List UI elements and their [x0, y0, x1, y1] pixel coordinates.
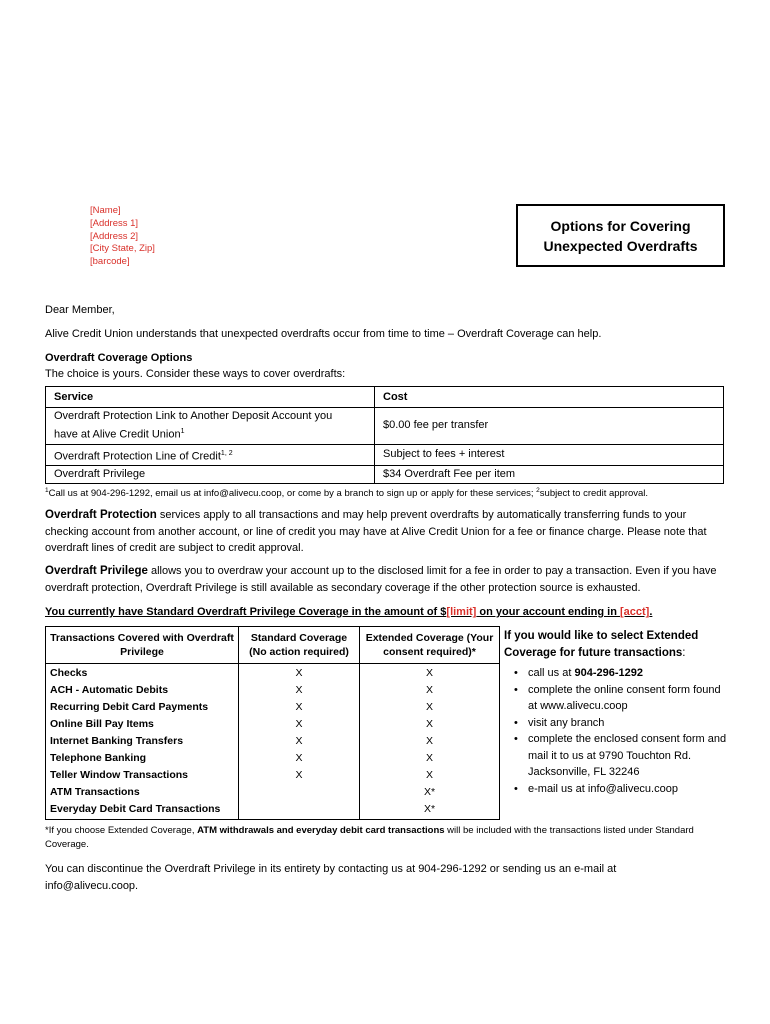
discontinue-paragraph: You can discontinue the Overdraft Privilege in its entirety by contacting us at 904-296-1292 or sending us an e-mail at info@alivecu.coop.	[45, 863, 617, 892]
protection-term: Overdraft Protection	[45, 509, 157, 521]
options-subheading: The choice is yours. Consider these ways to cover overdrafts:	[45, 368, 346, 380]
coverage-mark: X	[295, 684, 303, 696]
protection-text: services apply to all transactions and may help prevent overdrafts by automatically transferring funds to your checking account from another account, or line of credit you may have at Alive Credit Union for a fee or finance charge. Please note that overdraft lines of credit are subject to credit approval.	[45, 509, 707, 554]
list-item: • call us at 904-296-1292	[528, 665, 728, 682]
coverage-mark: X	[295, 752, 303, 764]
document-title-box	[516, 204, 725, 267]
service-cell: Overdraft Protection Line of Credit$^{1, 2}$	[46, 444, 375, 466]
list-item: • complete the enclosed consent form and mail it to us at 9790 Touchton Rd. Jacksonville, FL 32246	[528, 731, 728, 781]
coverage-mark	[243, 801, 355, 818]
recipient-barcode: [barcode]	[90, 256, 130, 268]
standard-coverage-notice: You currently have Standard Overdraft Privilege Coverage in the amount of $[limit] on your account ending in [acct].	[45, 606, 653, 618]
coverage-mark: X	[425, 752, 433, 764]
coverage-mark: X	[295, 701, 303, 713]
privilege-text: allows you to overdraw your account up to the disclosed limit for a fee in order to pay a transaction. Even if you have overdraft protection, Overdraft Privilege is still available as secondary coverage if the other protection source is exhausted.	[45, 565, 717, 594]
list-item: Checks	[50, 667, 88, 679]
cost-cell: Subject to fees + interest	[375, 444, 724, 466]
coverage-mark: X	[295, 667, 303, 679]
options-heading: Overdraft Coverage Options	[45, 352, 193, 364]
cost-cell: $0.00 fee per transfer	[375, 408, 724, 445]
extended-options-heading: If you would like to select Extended Coverage for future transactions:	[504, 630, 699, 659]
coverage-mark: X	[295, 718, 303, 730]
table-row	[46, 444, 724, 466]
extended-options-list	[504, 665, 728, 797]
service-footnote: $^1$Call us at 904-296-1292, email us at info@alivecu.coop, or come by a branch to sign up or apply for these services; $^2$subject to credit approval.	[45, 487, 649, 500]
document-title-line2: Unexpected Overdrafts	[543, 237, 698, 254]
standard-coverage-header: Standard Coverage (No action required)	[239, 627, 360, 664]
service-cost-table	[45, 386, 724, 484]
recipient-address	[90, 205, 155, 269]
service-cell: Overdraft Privilege	[46, 466, 375, 484]
recipient-name: [Name]	[90, 205, 121, 216]
protection-paragraph	[45, 507, 727, 557]
table-row	[46, 466, 724, 484]
standard-marks	[239, 664, 360, 820]
list-item: Teller Window Transactions	[50, 769, 188, 781]
service-cell: Overdraft Protection Link to Another Deposit Account you have at Alive Credit Union$^1$	[46, 408, 375, 445]
greeting: Dear Member,	[45, 304, 115, 316]
coverage-mark: X	[425, 735, 433, 747]
service-table-header	[46, 387, 724, 408]
transactions-header: Transactions Covered with Overdraft Privilege	[46, 627, 239, 664]
list-item: Internet Banking Transfers	[50, 735, 184, 747]
coverage-table-body	[46, 664, 500, 820]
list-item: • visit any branch	[528, 715, 728, 732]
extended-marks	[360, 664, 500, 820]
coverage-mark: X	[295, 769, 303, 781]
coverage-mark: X	[425, 667, 433, 679]
recipient-address-line2: [Address 2]	[90, 230, 139, 242]
coverage-mark: X*	[423, 803, 436, 815]
account-placeholder: [acct]	[619, 606, 650, 618]
coverage-table-header	[46, 627, 500, 664]
intro-text: Alive Credit Union understands that unexpected overdrafts occur from time to time – Overdraft Coverage can help.	[45, 328, 602, 340]
coverage-mark: X*	[423, 786, 436, 798]
coverage-mark	[243, 784, 355, 801]
transaction-labels	[46, 664, 239, 820]
list-item: Telephone Banking	[50, 752, 147, 764]
coverage-mark: X	[425, 684, 433, 696]
list-item: • complete the online consent form found at www.alivecu.coop	[528, 682, 728, 715]
limit-placeholder: [limit]	[446, 606, 477, 618]
list-item: Everyday Debit Card Transactions	[50, 803, 221, 815]
document-title-line1: Options for Covering	[550, 217, 691, 234]
privilege-term: Overdraft Privilege	[45, 565, 148, 577]
recipient-city-state-zip: [City State, Zip]	[90, 243, 155, 255]
cost-header: Cost	[375, 387, 724, 408]
privilege-paragraph	[45, 563, 727, 596]
extended-coverage-options	[504, 628, 728, 797]
coverage-mark: X	[425, 718, 433, 730]
recipient-address-line1: [Address 1]	[90, 217, 139, 229]
service-header: Service	[46, 387, 375, 408]
list-item: ACH - Automatic Debits	[50, 684, 169, 696]
phone-number: 904-296-1292	[574, 667, 643, 679]
list-item: Recurring Debit Card Payments	[50, 701, 209, 713]
table-row	[46, 408, 724, 445]
coverage-mark: X	[425, 701, 433, 713]
extended-coverage-header: Extended Coverage (Your consent required)*	[360, 627, 500, 664]
list-item: ATM Transactions	[50, 786, 140, 798]
coverage-table	[45, 626, 500, 820]
extended-coverage-note: *If you choose Extended Coverage, ATM withdrawals and everyday debit card transactions will be included with the transactions listed under Standard Coverage.	[45, 825, 694, 850]
coverage-mark: X	[425, 769, 433, 781]
list-item: • e-mail us at info@alivecu.coop	[528, 781, 728, 798]
coverage-mark: X	[295, 735, 303, 747]
cost-cell: $34 Overdraft Fee per item	[375, 466, 724, 484]
list-item: Online Bill Pay Items	[50, 718, 154, 730]
